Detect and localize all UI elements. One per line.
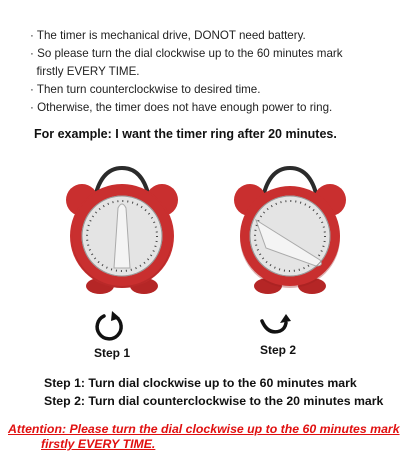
timer-image-step-2 <box>220 160 360 300</box>
note-line: · Otherwise, the timer does not have enough power to ring. <box>30 101 333 114</box>
instruction-notes <box>30 27 410 117</box>
step-2-label: Step 2 <box>260 343 297 357</box>
note-line: · So please turn the dial clockwise up to the 60 minutes mark <box>30 47 343 60</box>
example-heading: For example: I want the timer ring after 20 minutes. <box>34 127 337 141</box>
note-line: · The timer is mechanical drive, DONOT need battery. <box>30 29 306 42</box>
note-line: firstly EVERY TIME. <box>30 65 140 78</box>
attention-line-2: firstly EVERY TIME. <box>41 437 156 451</box>
note-line: · Then turn counterclockwise to desired time. <box>30 83 261 96</box>
clockwise-arrow-icon <box>92 309 126 343</box>
step-descriptions <box>44 374 383 410</box>
step-1-description: Step 1: Turn dial clockwise up to the 60 minutes mark <box>44 376 357 390</box>
counterclockwise-arrow-icon <box>258 309 292 343</box>
step-1-label: Step 1 <box>94 346 131 360</box>
attention-warning <box>8 422 413 452</box>
step-2-description: Step 2: Turn dial counterclockwise to the 20 minutes mark <box>44 394 384 408</box>
timer-image-step-1 <box>52 160 192 300</box>
attention-line-1: Attention: Please turn the dial clockwise up to the 60 minutes mark <box>8 422 400 436</box>
